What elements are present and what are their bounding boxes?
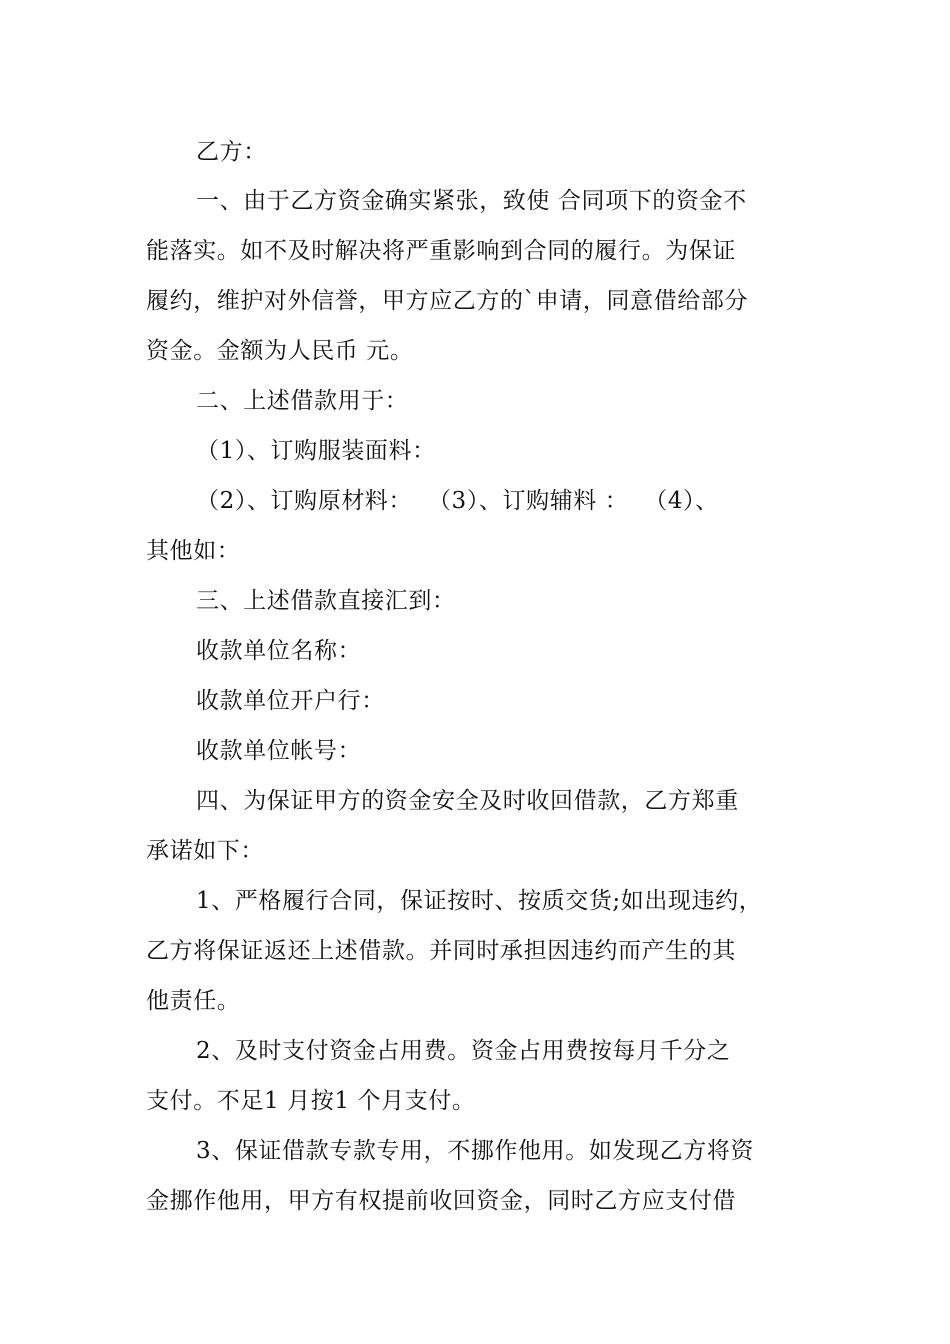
clause-2-other: 其他如： [146,538,241,564]
clause-1-line-1: 一、由于乙方资金确实紧张，致使 合同项下的资金不 [196,188,747,214]
promise-1-line-2: 乙方将保证返还上述借款。并同时承担因违约而产生的其 [146,938,736,964]
promise-2-line-1: 2、及时支付资金占用费。资金占用费按每月千分之 [196,1038,731,1064]
party-b-label: 乙方： [196,139,267,165]
clause-4-line-1: 四、为保证甲方的资金安全及时收回借款，乙方郑重 [196,788,739,814]
payee-account-label: 收款单位帐号： [196,738,362,764]
promise-3-line-2: 金挪作他用，甲方有权提前收回资金，同时乙方应支付借 [146,1188,736,1214]
promise-1-line-3: 他责任。 [146,988,241,1014]
payee-name-label: 收款单位名称： [196,638,362,664]
payee-bank-label: 收款单位开户行： [196,688,385,714]
clause-1-line-4: 资金。金额为人民币 元。 [146,338,414,364]
promise-2-line-2: 支付。不足1 月按1 个月支付。 [146,1088,476,1114]
clause-2-items-2-4: （2）、订购原材料： （3）、订购辅料 ： （4）、 [196,488,719,514]
clause-1-line-2: 能落实。如不及时解决将严重影响到合同的履行。为保证 [146,238,736,264]
promise-1-line-1: 1、严格履行合同，保证按时、按质交货;如出现违约， [196,888,763,914]
clause-4-line-2: 承诺如下： [146,838,264,864]
clause-2-item-1: （1）、订购服装面料： [196,438,436,464]
promise-3-line-1: 3、保证借款专款专用，不挪作他用。如发现乙方将资 [196,1138,755,1164]
clause-1-line-3: 履约，维护对外信誉，甲方应乙方的`申请，同意借给部分 [146,288,749,314]
clause-3-heading: 三、上述借款直接汇到： [196,588,456,614]
clause-2-heading: 二、上述借款用于： [196,388,409,414]
